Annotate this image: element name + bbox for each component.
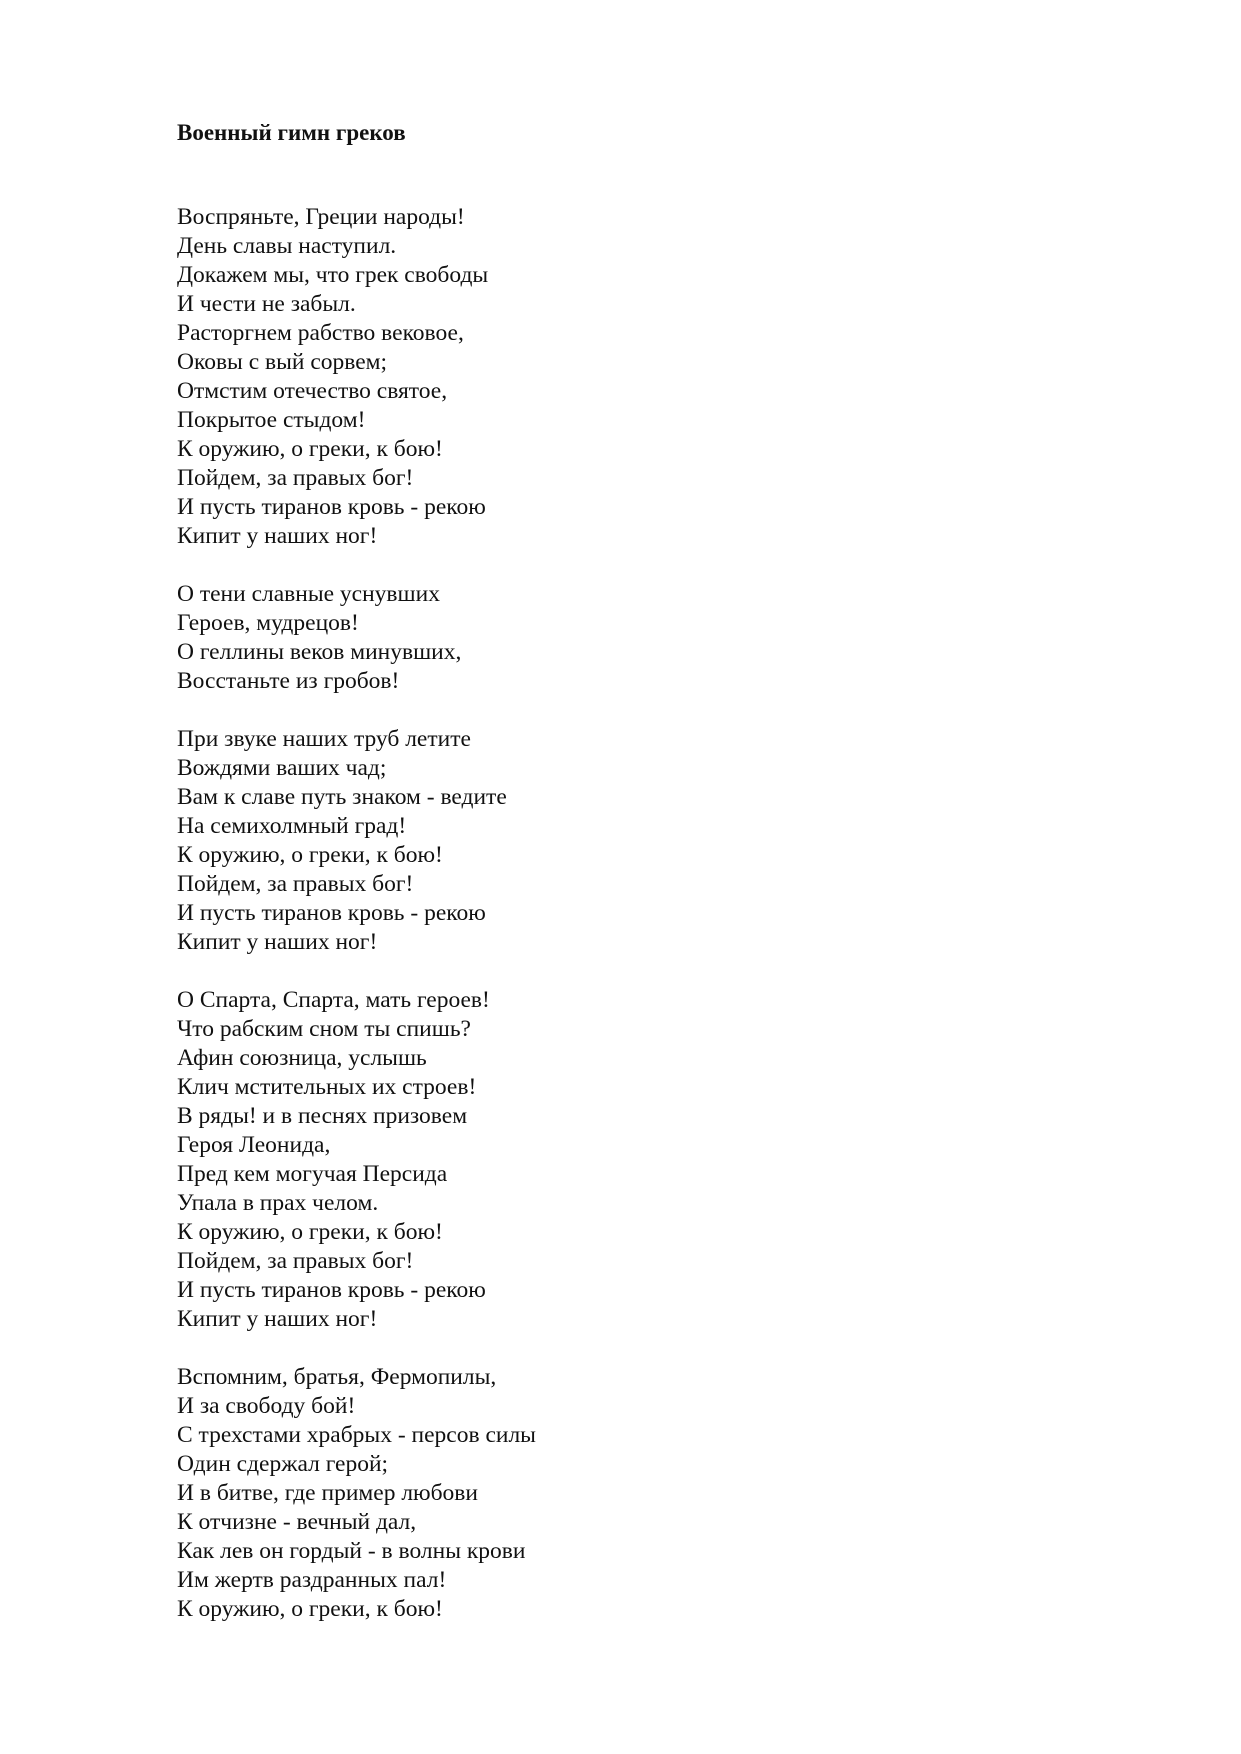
poem-line: К оружию, о греки, к бою!: [177, 1219, 443, 1245]
poem-line: К оружию, о греки, к бою!: [177, 1596, 443, 1622]
poem-line: И пусть тиранов кровь - рекою: [177, 1277, 486, 1303]
poem-line: Воспряньте, Греции народы!: [177, 204, 465, 230]
poem-line: Докажем мы, что грек свободы: [177, 262, 489, 288]
poem-stanza: [177, 203, 1077, 551]
poem-line: Вам к славе путь знаком - ведите: [177, 784, 507, 810]
poem-line: Героя Леонида,: [177, 1132, 331, 1158]
poem-line: Что рабским сном ты спишь?: [177, 1016, 471, 1042]
poem-line: Афин союзница, услышь: [177, 1045, 427, 1071]
poem-line: Пойдем, за правых бог!: [177, 871, 414, 897]
poem-line: О геллины веков минувших,: [177, 639, 462, 665]
poem-line: И пусть тиранов кровь - рекою: [177, 494, 486, 520]
poem-line: Кипит у наших ног!: [177, 523, 378, 549]
poem-line: Кипит у наших ног!: [177, 1306, 378, 1332]
poem-stanza: [177, 986, 1077, 1334]
poem-line: О тени славные уснувших: [177, 581, 440, 607]
poem-stanza: [177, 580, 1077, 696]
poem-line: И чести не забыл.: [177, 291, 356, 317]
poem-line: Как лев он гордый - в волны крови: [177, 1538, 526, 1564]
poem-line: Пойдем, за правых бог!: [177, 465, 414, 491]
poem-line: Покрытое стыдом!: [177, 407, 366, 433]
poem-line: Отмстим отечество святое,: [177, 378, 448, 404]
poem-line: Пойдем, за правых бог!: [177, 1248, 414, 1274]
document-title: Военный гимн греков: [177, 120, 406, 145]
poem-line: К оружию, о греки, к бою!: [177, 842, 443, 868]
poem-stanza: [177, 725, 1077, 957]
poem-line: И за свободу бой!: [177, 1393, 356, 1419]
poem-line: Клич мстительных их строев!: [177, 1074, 477, 1100]
poem-line: Вспомним, братья, Фермопилы,: [177, 1364, 497, 1390]
poem-line: Расторгнем рабство вековое,: [177, 320, 464, 346]
poem-line: К отчизне - вечный дал,: [177, 1509, 417, 1535]
poem-line: Один сдержал герой;: [177, 1451, 389, 1477]
poem-line: Героев, мудрецов!: [177, 610, 359, 636]
poem-line: День славы наступил.: [177, 233, 397, 259]
poem-line: Вождями ваших чад;: [177, 755, 387, 781]
poem-line: К оружию, о греки, к бою!: [177, 436, 443, 462]
poem-line: И пусть тиранов кровь - рекою: [177, 900, 486, 926]
poem-line: Кипит у наших ног!: [177, 929, 378, 955]
poem-line: Восстаньте из гробов!: [177, 668, 400, 694]
poem-line: На семихолмный град!: [177, 813, 407, 839]
poem-line: Оковы с вый сорвем;: [177, 349, 388, 375]
poem-line: В ряды! и в песнях призовем: [177, 1103, 468, 1129]
poem-line: Пред кем могучая Персида: [177, 1161, 448, 1187]
poem-body: [177, 203, 1077, 1653]
poem-line: О Спарта, Спарта, мать героев!: [177, 987, 490, 1013]
poem-line: И в битве, где пример любови: [177, 1480, 478, 1506]
poem-line: Им жертв раздранных пал!: [177, 1567, 447, 1593]
poem-line: С трехстами храбрых - персов силы: [177, 1422, 536, 1448]
poem-stanza: [177, 1363, 1077, 1624]
poem-line: Упала в прах челом.: [177, 1190, 379, 1216]
poem-line: При звуке наших труб летите: [177, 726, 471, 752]
